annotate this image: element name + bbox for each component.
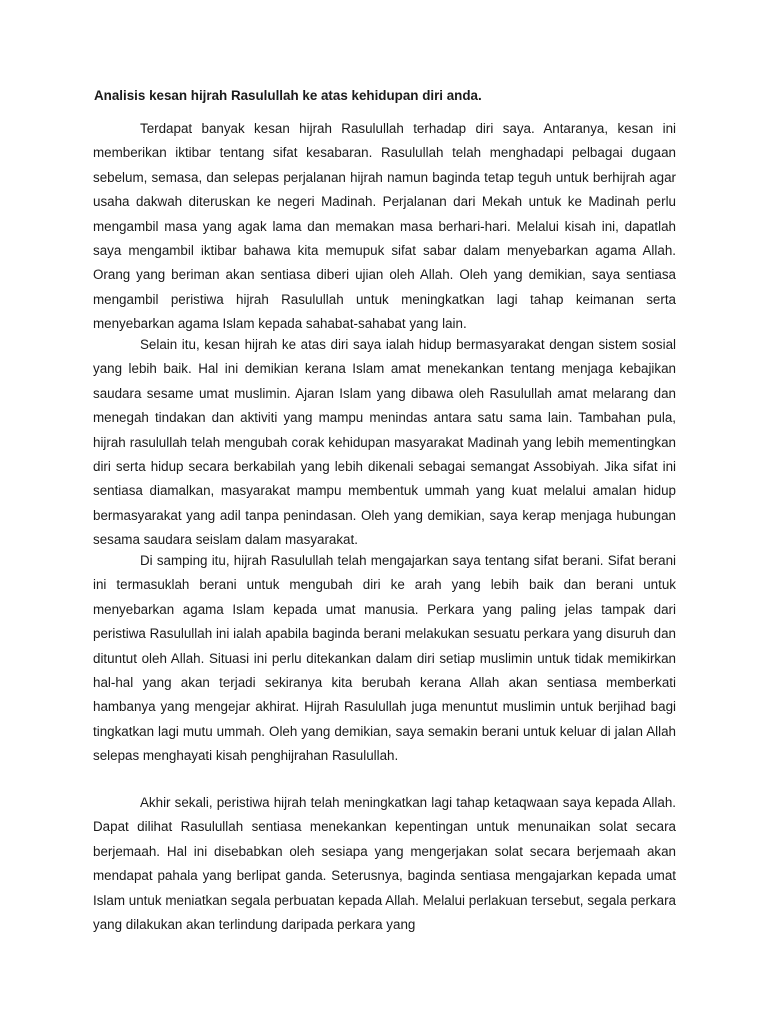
paragraph-1: Terdapat banyak kesan hijrah Rasulullah terhadap diri saya. Antaranya, kesan ini memberikan iktibar tentang sifat kesabaran. Rasulullah telah menghadapi pelbagai dugaan sebelum, semasa, dan selepas perjalanan hijrah namun baginda tetap teguh untuk berhijrah agar usaha dakwah diteruskan ke negeri Madinah. Perjalanan dari Mekah untuk ke Madinah perlu mengambil masa yang agak lama dan memakan masa berhari-hari. Melalui kisah ini, dapatlah saya mengambil iktibar bahawa kita memupuk sifat sabar dalam menyebarkan agama Allah. Orang yang beriman akan sentiasa diberi ujian oleh Allah. Oleh yang demikian, saya sentiasa mengambil peristiwa hijrah Rasulullah untuk meningkatkan lagi tahap keimanan serta menyebarkan agama Islam kepada sahabat-sahabat yang lain. [93, 121, 676, 332]
paragraph-4: Akhir sekali, peristiwa hijrah telah meningkatkan lagi tahap ketaqwaan saya kepada Allah. Dapat dilihat Rasulullah sentiasa menekankan kepentingan untuk menunaikan solat secara berjemaah. Hal ini disebabkan oleh sesiapa yang mengerjakan solat secara berjemaah akan mendapat pahala yang berlipat ganda. Seterusnya, baginda sentiasa mengajarkan kepada umat Islam untuk meniatkan segala perbuatan kepada Allah. Melalui perlakuan tersebut, segala perkara yang dilakukan akan terlindung daripada perkara yang [93, 795, 676, 933]
paragraph-3: Di samping itu, hijrah Rasulullah telah mengajarkan saya tentang sifat berani. Sifat berani ini termasuklah berani untuk mengubah diri ke arah yang lebih baik dan berani untuk menyebarkan agama Islam kepada umat manusia. Perkara yang paling jelas tampak dari peristiwa Rasulullah ini ialah apabila baginda berani melakukan sesuatu perkara yang disuruh dan dituntut oleh Allah. Situasi ini perlu ditekankan dalam diri setiap muslimin untuk tidak memikirkan hal-hal yang akan terjadi sekiranya kita berubah kerana Allah akan sentiasa memberkati hambanya yang mengejar akhirat. Hijrah Rasulullah juga menuntut muslimin untuk berjihad bagi tingkatkan lagi mutu ummah. Oleh yang demikian, saya semakin berani untuk keluar di jalan Allah selepas menghayati kisah penghijrahan Rasulullah. [93, 553, 676, 764]
paragraph-2: Selain itu, kesan hijrah ke atas diri saya ialah hidup bermasyarakat dengan sistem sosial yang lebih baik. Hal ini demikian kerana Islam amat menekankan tentang menjaga kebajikan saudara sesame umat muslimin. Ajaran Islam yang dibawa oleh Rasulullah amat melarang dan menegah tindakan dan aktiviti yang mampu menindas antara satu sama lain. Tambahan pula, hijrah rasulullah telah mengubah corak kehidupan masyarakat Madinah yang lebih mementingkan diri serta hidup secara berkabilah yang lebih dikenali sebagai semangat Assobiyah. Jika sifat ini sentiasa diamalkan, masyarakat mampu membentuk ummah yang kuat melalui amalan hidup bermasyarakat yang adil tanpa penindasan. Oleh yang demikian, saya kerap menjaga hubungan sesama saudara seislam dalam masyarakat. [93, 337, 676, 548]
document-title: Analisis kesan hijrah Rasulullah ke atas kehidupan diri anda. [94, 88, 482, 103]
